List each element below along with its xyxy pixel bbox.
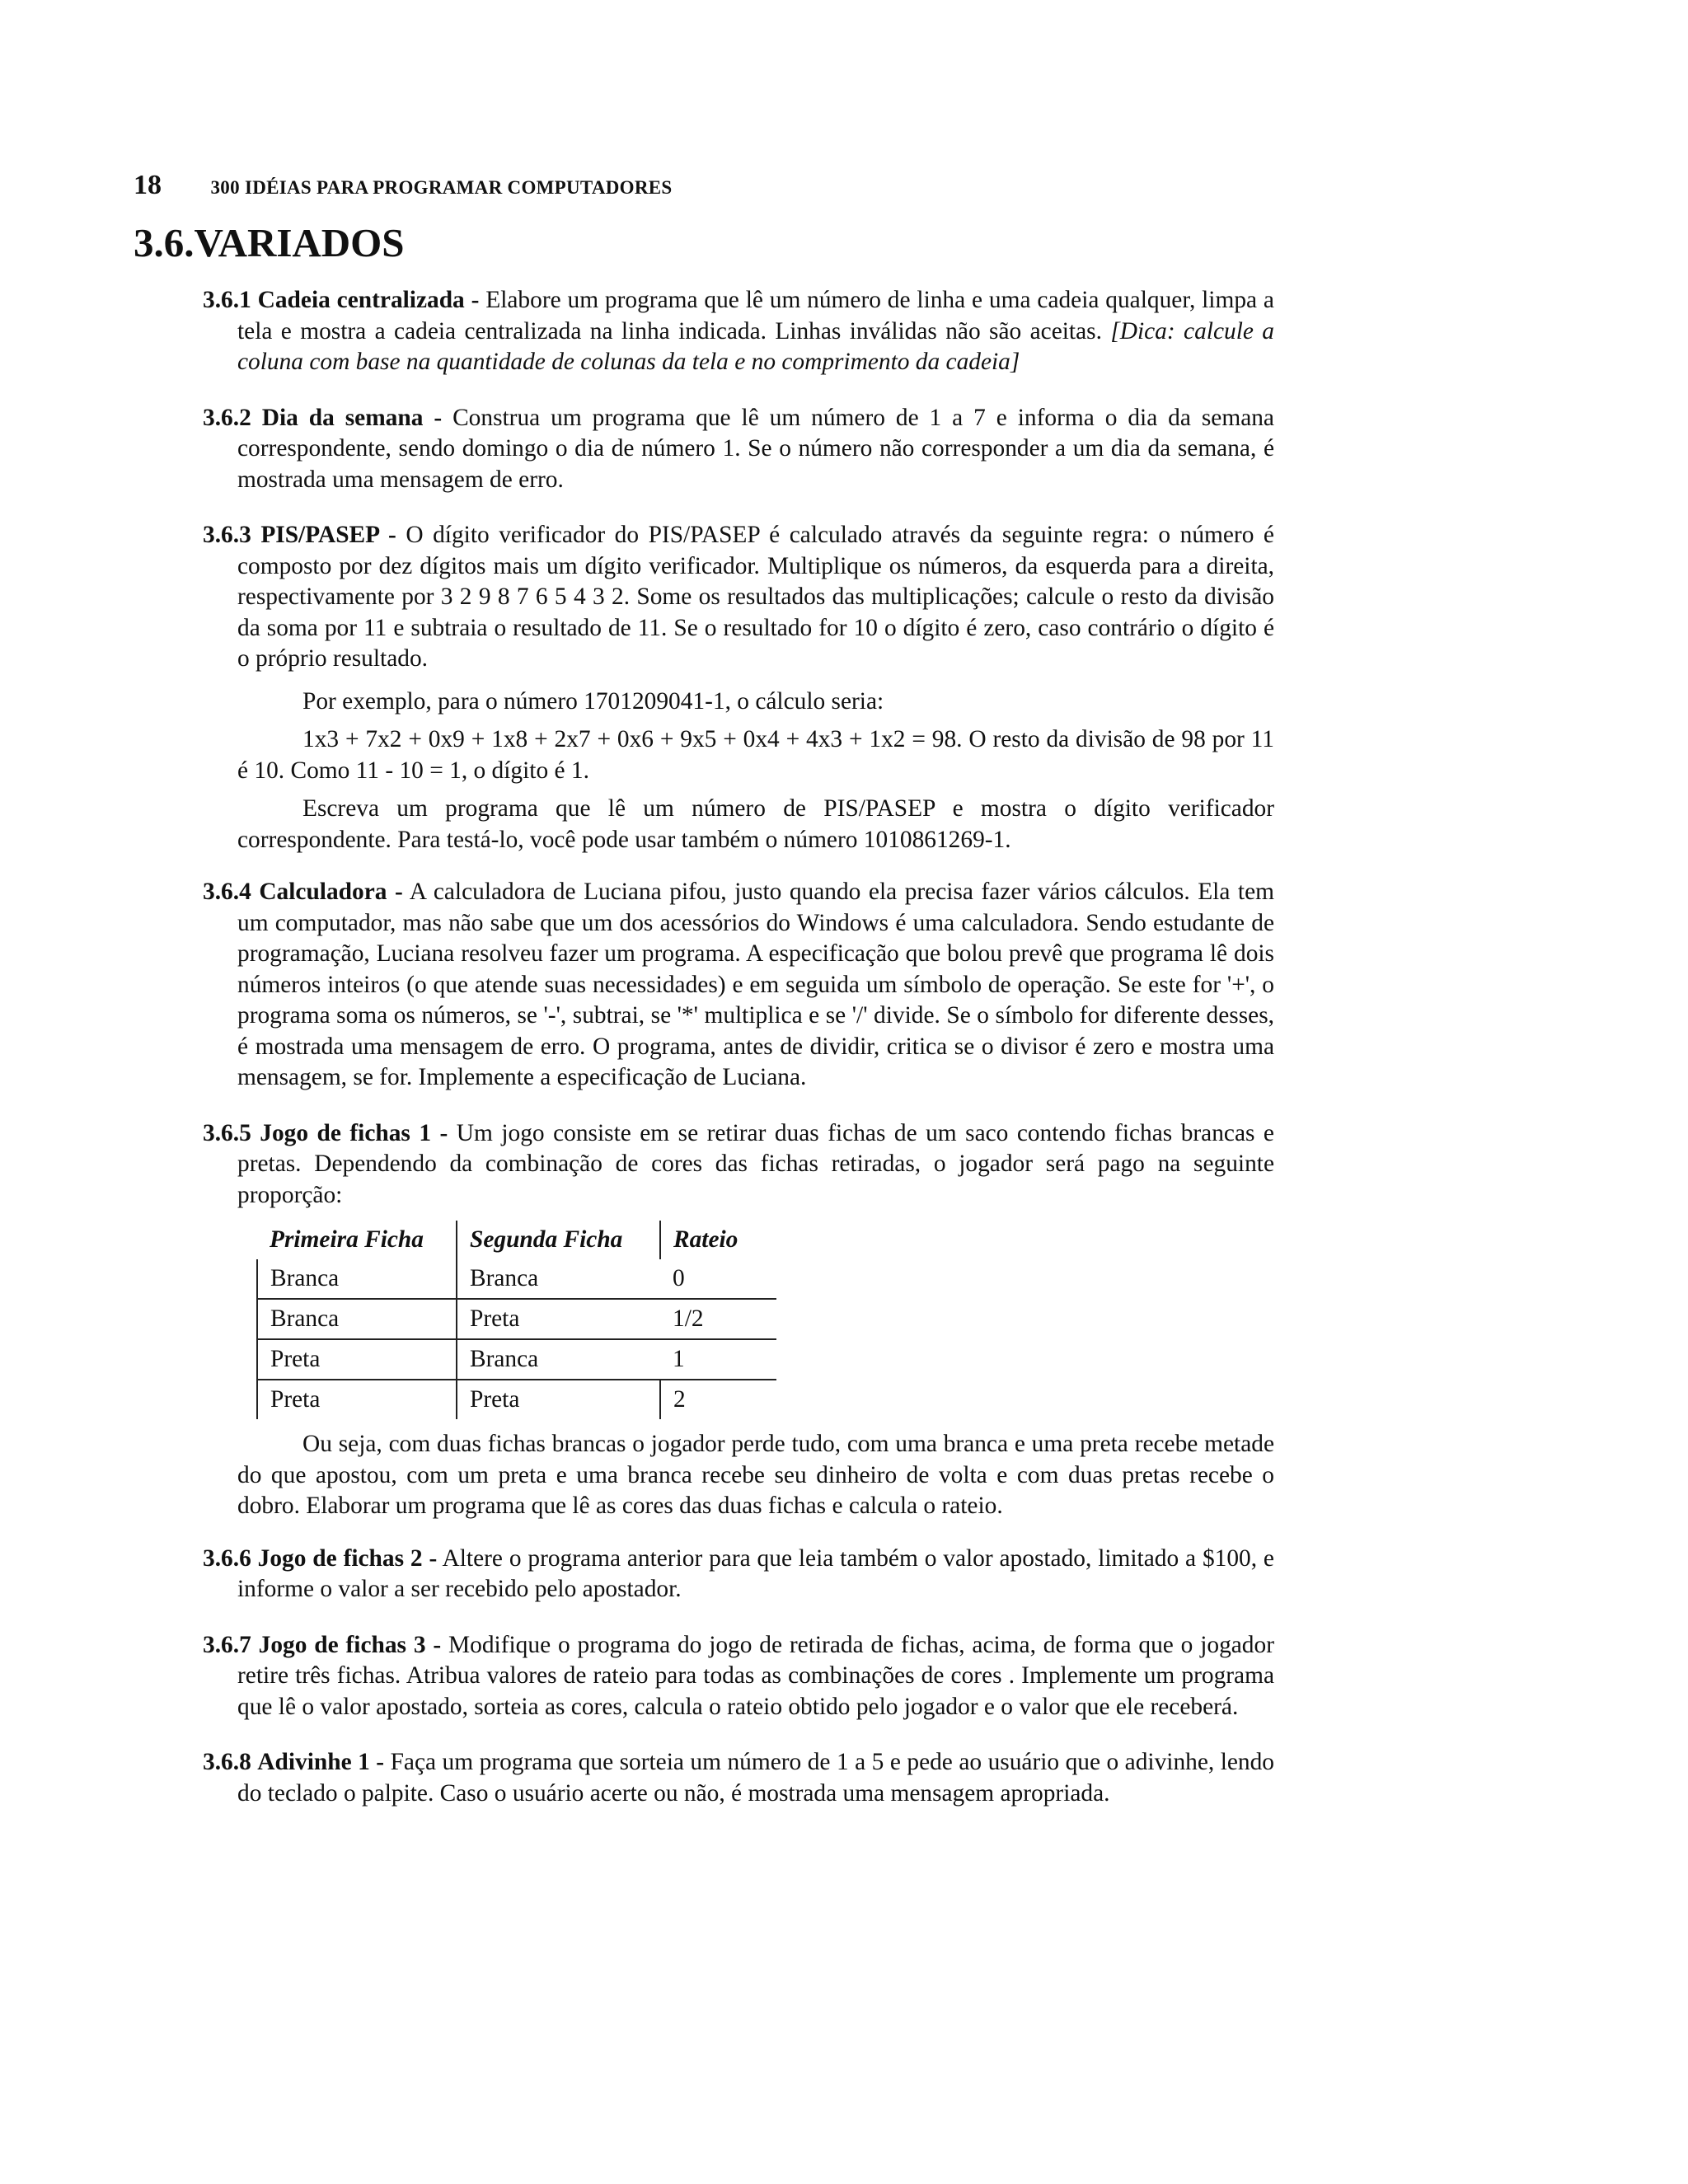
exercise-text: Elabore um programa que lê um número de linha e uma cadeia qualquer, limpa a tela e mostra a cadeia centralizada na linha indicada. Linhas inválidas não são aceitas.: [237, 287, 1274, 344]
table-row: [257, 1299, 776, 1339]
table-cell: Branca: [257, 1299, 457, 1339]
payout-table: [256, 1221, 776, 1419]
exercise-text: O dígito verificador do PIS/PASEP é calculado através da seguinte regra: o número é composto por dez dígitos mais um dígito verificador. Multiplique os números, da esquerda para a direita, respectivamente por 3 2 9 8 7 6 5 4 3 2. Some os resultados das multiplicações; calcule o resto da divisão da soma por 11 e subtraia o resultado de 11. Se o resultado for 10 o dígito é zero, caso contrário o dígito é o próprio resultado.: [237, 522, 1274, 672]
table-cell: Branca: [457, 1339, 660, 1380]
exercise-3-6-7: [203, 1630, 1274, 1723]
exercise-3-6-2: [203, 403, 1274, 496]
table-cell: 2: [660, 1380, 776, 1419]
table-row: [257, 1339, 776, 1380]
exercise-hint: [Dica: calcule a coluna com base na quantidade de colunas da tela e no comprimento da cadeia]: [237, 317, 1274, 375]
exercise-3-6-4: [203, 877, 1274, 1094]
exercise-text: Modifique o programa do jogo de retirada de fichas, acima, de forma que o jogador retire três fichas. Atribua valores de rateio para todas as combinações de cores . Implemente um programa que lê o valor apostado, sorteia as cores, calcula o rateio obtido pelo jogador e o valor que ele receberá.: [237, 1631, 1274, 1720]
page-number: 18: [134, 170, 162, 200]
exercise-text: Altere o programa anterior para que leia também o valor apostado, limitado a $100, e informe o valor a ser recebido pelo apostador.: [237, 1544, 1274, 1602]
table-cell: Preta: [457, 1299, 660, 1339]
table-cell: Preta: [257, 1380, 457, 1419]
page-header: [134, 170, 673, 201]
exercise-title: Calculadora -: [259, 879, 403, 905]
table-cell: Branca: [257, 1259, 457, 1299]
exercise-after-table-text: Ou seja, com duas fichas brancas o jogador perde tudo, com uma branca e uma preta recebe metade do que apostou, com um preta e uma branca recebe seu dinheiro de volta e com duas pretas recebe o dobro. Elaborar um programa que lê as cores das duas fichas e calcula o rateio.: [237, 1431, 1274, 1519]
exercise-text: Construa um programa que lê um número de 1 a 7 e informa o dia da semana correspondente, sendo domingo o dia de número 1. Se o número não corresponder a um dia da semana, é mostrada uma mensagem de erro.: [237, 404, 1274, 493]
table-row: [257, 1380, 776, 1419]
exercise-3-6-6: [203, 1544, 1274, 1605]
table-row: [257, 1259, 776, 1299]
exercise-number: 3.6.7: [203, 1631, 251, 1658]
exercise-number: 3.6.1: [203, 287, 251, 313]
table-header: Segunda Ficha: [457, 1221, 660, 1259]
table-cell: Branca: [457, 1259, 660, 1299]
book-title: 300 IDÉIAS PARA PROGRAMAR COMPUTADORES: [210, 177, 673, 198]
table-cell: Preta: [457, 1380, 660, 1419]
exercise-number: 3.6.2: [203, 404, 251, 431]
exercise-title: Cadeia centralizada -: [257, 287, 480, 313]
exercise-number: 3.6.4: [203, 879, 251, 905]
exercise-text: Um jogo consiste em se retirar duas fichas de um saco contendo fichas brancas e pretas. Dependendo da combinação de cores das fichas retiradas, o jogador será pago na seguinte proporção:: [237, 1119, 1274, 1208]
table-cell: 0: [673, 1264, 685, 1291]
exercise-title: Jogo de fichas 3 -: [258, 1631, 442, 1658]
exercise-example-calculation: 1x3 + 7x2 + 0x9 + 1x8 + 2x7 + 0x6 + 9x5 + 0x4 + 4x3 + 1x2 = 98. O resto da divisão de 98 por 11 é 10. Como 11 - 10 = 1, o dígito é 1.: [237, 726, 1274, 784]
table-header: Rateio: [660, 1221, 776, 1259]
table-header-row: [257, 1221, 776, 1259]
exercise-text: A calculadora de Luciana pifou, justo quando ela precisa fazer vários cálculos. Ela tem um computador, mas não sabe que um dos acessórios do Windows é uma calculadora. Sendo estudante de programação, Luciana resolveu fazer um programa. A especificação que bolou prevê que programa lê dois números inteiros (o que atende suas necessidades) e em seguida um símbolo de operação. Se este for '+', o programa soma os números, se '-', subtrai, se '*' multiplica e se '/' divide. Se o símbolo for diferente desses, é mostrada uma mensagem de erro. O programa, antes de dividir, critica se o divisor é zero e mostra uma mensagem, se for. Implemente a especificação de Luciana.: [237, 879, 1274, 1090]
exercise-text: Faça um programa que sorteia um número de 1 a 5 e pede ao usuário que o adivinhe, lendo do teclado o palpite. Caso o usuário acerte ou não, é mostrada uma mensagem apropriada.: [237, 1749, 1275, 1807]
table-cell: 1: [673, 1345, 685, 1372]
table-cell: 1/2: [673, 1305, 704, 1332]
exercise-number: 3.6.5: [203, 1119, 251, 1146]
exercise-number: 3.6.3: [203, 522, 251, 548]
exercise-title: Adivinhe 1 -: [257, 1749, 385, 1775]
exercise-number: 3.6.8: [203, 1749, 251, 1775]
exercise-list: [203, 285, 1274, 1834]
section-title: 3.6.VARIADOS: [134, 220, 405, 265]
exercise-3-6-3: [203, 520, 1274, 675]
exercise-3-6-1: [203, 285, 1274, 378]
table-cell: Preta: [257, 1339, 457, 1380]
exercise-title: Dia da semana -: [261, 404, 443, 431]
exercise-3-6-8: [203, 1747, 1274, 1809]
exercise-3-6-5: [203, 1118, 1274, 1212]
exercise-title: PIS/PASEP -: [260, 522, 396, 548]
exercise-number: 3.6.6: [203, 1544, 251, 1572]
exercise-title: Jogo de fichas 1 -: [260, 1119, 448, 1146]
table-header: Primeira Ficha: [270, 1226, 424, 1253]
exercise-example-intro: Por exemplo, para o número 1701209041-1, o cálculo seria:: [302, 687, 884, 715]
exercise-example-task: Escreva um programa que lê um número de PIS/PASEP e mostra o dígito verificador correspondente. Para testá-lo, você pode usar também o número 1010861269-1.: [237, 795, 1274, 853]
exercise-title: Jogo de fichas 2 -: [257, 1544, 438, 1572]
